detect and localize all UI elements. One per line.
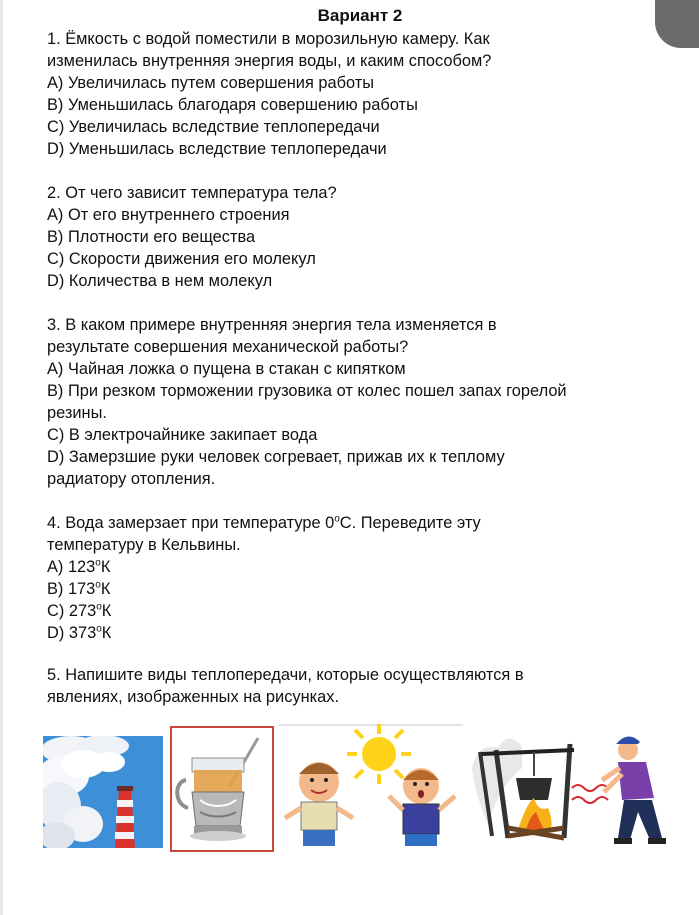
option-d-cont: радиатору отопления. (47, 470, 216, 488)
option-d: D) $373^оК$ (47, 623, 112, 642)
question-3-text-cont: результате совершения механической работы? (47, 338, 409, 356)
option-c: С) Увеличилась вследствие теплопередачи (47, 118, 380, 136)
option-d: D) Уменьшилась вследствие теплопередачи (47, 140, 387, 158)
option-c: С) В электрочайнике закипает вода (47, 426, 318, 444)
option-b-cont: резины. (47, 404, 107, 422)
option-d: D) Замерзшие руки человек согревает, прижав их к теплому (47, 448, 505, 466)
page-edge (0, 0, 3, 915)
question-1-text: 1. Ёмкость с водой поместили в морозильную камеру. Как (47, 30, 490, 48)
question-4-text: 4. Вода замерзает при температуре $0^оС$. Переведите эту (47, 513, 481, 532)
option-a: А) Чайная ложка о пущена в стакан с кипятком (47, 360, 406, 378)
question-5 (47, 664, 677, 708)
tea-glass-picture (170, 726, 274, 852)
option-b: В) Плотности его вещества (47, 228, 256, 246)
option-d: D) Количества в нем молекул (47, 272, 273, 290)
question-3-text: 3. В каком примере внутренняя энергия тела изменяется в (47, 316, 497, 334)
option-b: В) $173^оК$ (47, 579, 111, 598)
option-a: А) $123^оК$ (47, 557, 111, 576)
campfire-picture (468, 728, 674, 848)
question-4 (47, 512, 677, 644)
question-3 (47, 314, 677, 490)
option-c: С) $273^оК$ (47, 601, 112, 620)
question-5-text: 5. Напишите виды теплопередачи, которые осуществляются в (47, 666, 524, 684)
chimney-smoke-picture (43, 736, 163, 848)
option-c: С) Скорости движения его молекул (47, 250, 316, 268)
question-2-text: 2. От чего зависит температура тела? (47, 184, 337, 202)
page-title: Вариант 2 (317, 6, 403, 25)
sun-children-picture (279, 724, 463, 846)
question-1-text-cont: изменилась внутренняя энергия воды, и каким способом? (47, 52, 492, 70)
question-5-text-cont: явлениях, изображенных на рисунках. (47, 688, 340, 706)
question-1 (47, 28, 677, 160)
option-a: А) Увеличилась путем совершения работы (47, 74, 375, 92)
question-4-text-cont: температуру в Кельвины. (47, 536, 241, 554)
option-b: В) При резком торможении грузовика от колес пошел запах горелой (47, 382, 567, 400)
option-a: А) От его внутреннего строения (47, 206, 290, 224)
option-b: В) Уменьшилась благодаря совершению работы (47, 96, 418, 114)
question-2 (47, 182, 677, 292)
